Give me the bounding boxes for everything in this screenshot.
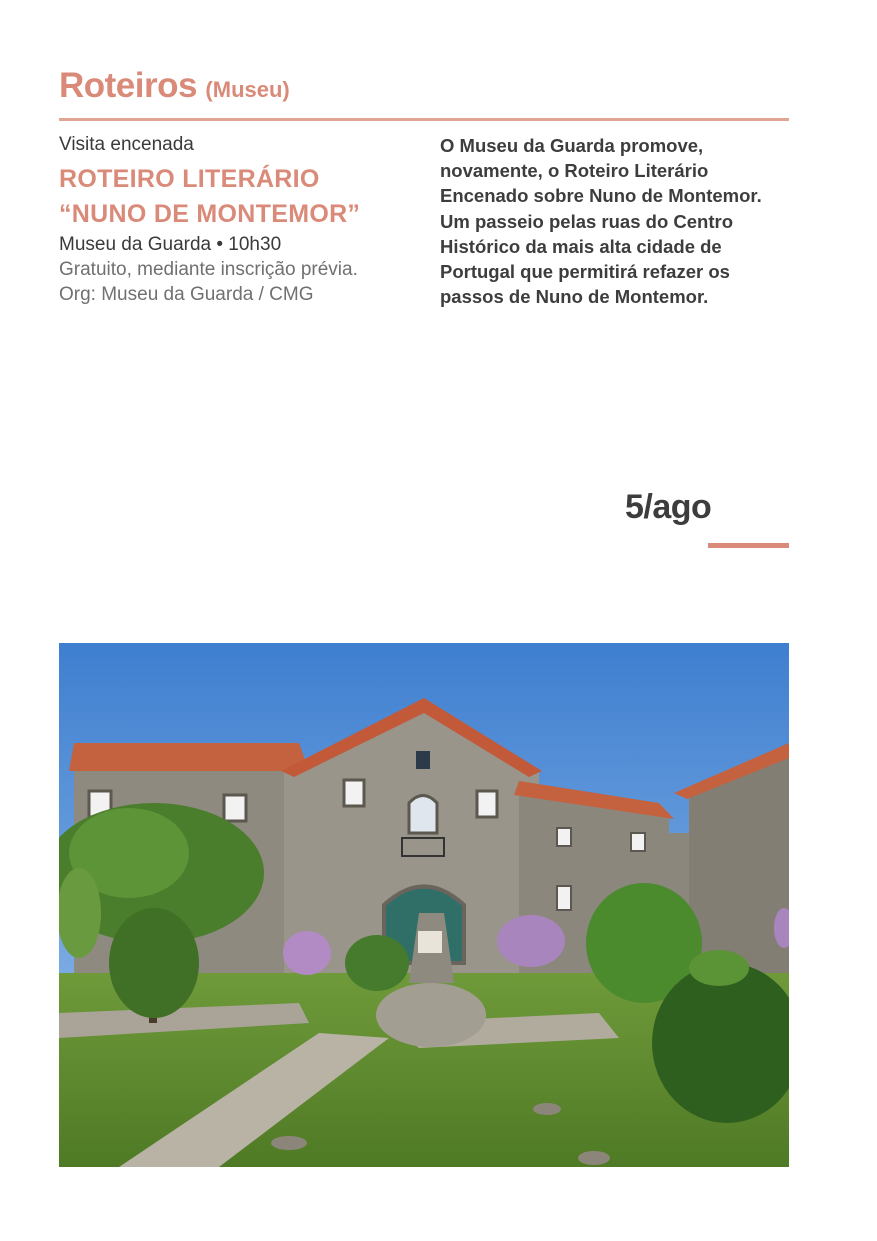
event-title-line: “NUNO DE MONTEMOR”: [59, 200, 361, 228]
event-title-line: ROTEIRO LITERÁRIO: [59, 165, 320, 193]
event-title: [59, 162, 419, 232]
description-line: Portugal que permitirá refazer os: [440, 261, 730, 283]
description-line: passos de Nuno de Montemor.: [440, 286, 709, 308]
description-line: Histórico da mais alta cidade de: [440, 235, 722, 257]
event-price-note: Gratuito, mediante inscrição prévia.: [59, 259, 358, 280]
event-place-time: Museu da Guarda • 10h30: [59, 234, 282, 255]
event-description: [440, 133, 800, 309]
section-subtitle: (Museu): [205, 77, 290, 102]
date-underline: [708, 543, 789, 548]
description-line: Encenado sobre Nuno de Montemor.: [440, 185, 762, 207]
event-date: 5/ago: [625, 488, 712, 526]
event-info: [59, 134, 419, 307]
event-kicker: Visita encenada: [59, 134, 194, 155]
description-line: Um passeio pelas ruas do Centro: [440, 210, 734, 232]
section-heading: [59, 66, 290, 106]
section-title: Roteiros: [59, 66, 197, 105]
museum-photo: [59, 643, 789, 1167]
description-line: O Museu da Guarda promove,: [440, 135, 704, 156]
heading-divider: [59, 118, 789, 121]
description-line: novamente, o Roteiro Literário: [440, 160, 709, 182]
event-organizer: Org: Museu da Guarda / CMG: [59, 284, 314, 305]
